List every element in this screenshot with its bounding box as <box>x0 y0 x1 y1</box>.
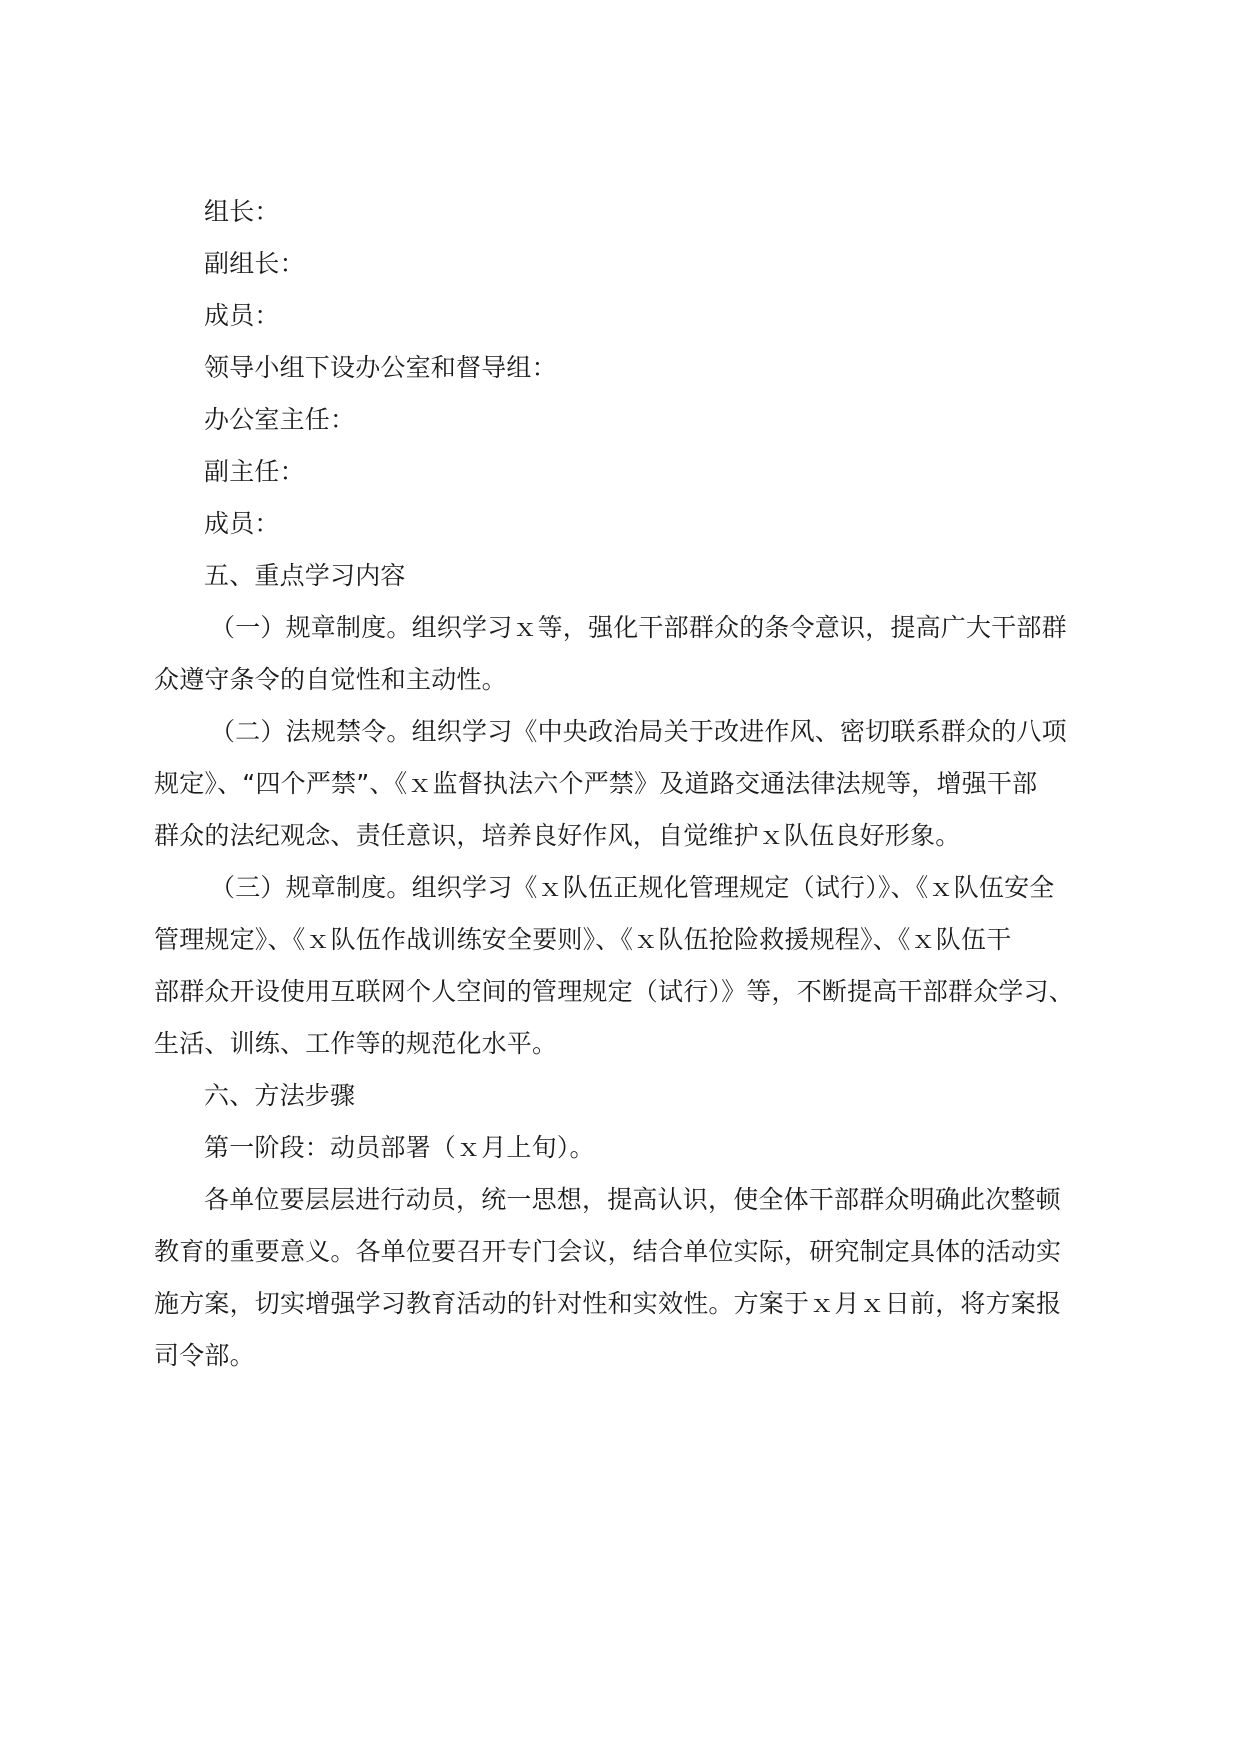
item-two-line-1: （二）法规禁令。组织学习《中央政治局关于改进作风、密切联系群众的八项 <box>210 717 1067 746</box>
item-three-line-2: 管理规定》、《ｘ队伍作战训练安全要则》、《ｘ队伍抢险救援规程》、《ｘ队伍干 <box>154 925 1012 954</box>
section-five-title: 五、重点学习内容 <box>204 561 406 590</box>
item-three-line-1: （三）规章制度。组织学习《ｘ队伍正规化管理规定（试行）》、《ｘ队伍安全 <box>210 873 1055 902</box>
section-six-title: 六、方法步骤 <box>204 1081 356 1110</box>
item-three-line-3: 部群众开设使用互联网个人空间的管理规定（试行）》等，不断提高干部群众学习、 <box>154 977 1074 1006</box>
stage-one-body-line-2: 教育的重要意义。各单位要召开专门会议，结合单位实际，研究制定具体的活动实 <box>154 1237 1062 1266</box>
members-line: 成员： <box>204 301 280 330</box>
stage-one-title: 第一阶段：动员部署（ｘ月上旬）。 <box>204 1133 595 1162</box>
stage-one-body-line-4: 司令部。 <box>154 1341 255 1370</box>
members-line-2: 成员： <box>204 509 280 538</box>
stage-one-body-line-3: 施方案，切实增强学习教育活动的针对性和实效性。方案于ｘ月ｘ日前，将方案报 <box>154 1289 1062 1318</box>
item-two-line-2: 规定》、“四个严禁”、《ｘ监督执法六个严禁》及道路交通法律法规等，增强干部 <box>154 769 1038 798</box>
item-three-line-4: 生活、训练、工作等的规范化水平。 <box>154 1029 558 1058</box>
office-director-line: 办公室主任： <box>204 405 356 434</box>
office-setup-line: 领导小组下设办公室和督导组： <box>204 353 557 382</box>
item-two-line-3: 群众的法纪观念、责任意识，培养良好作风，自觉维护ｘ队伍良好形象。 <box>154 821 961 850</box>
deputy-director-line: 副主任： <box>204 457 305 486</box>
item-one-line-1: （一）规章制度。组织学习ｘ等，强化干部群众的条令意识，提高广大干部群 <box>210 613 1067 642</box>
deputy-group-leader-line: 副组长： <box>204 249 305 278</box>
group-leader-line: 组长： <box>204 197 280 226</box>
stage-one-body-line-1: 各单位要层层进行动员，统一思想，提高认识，使全体干部群众明确此次整顿 <box>204 1185 1061 1214</box>
item-one-line-2: 众遵守条令的自觉性和主动性。 <box>154 665 507 694</box>
